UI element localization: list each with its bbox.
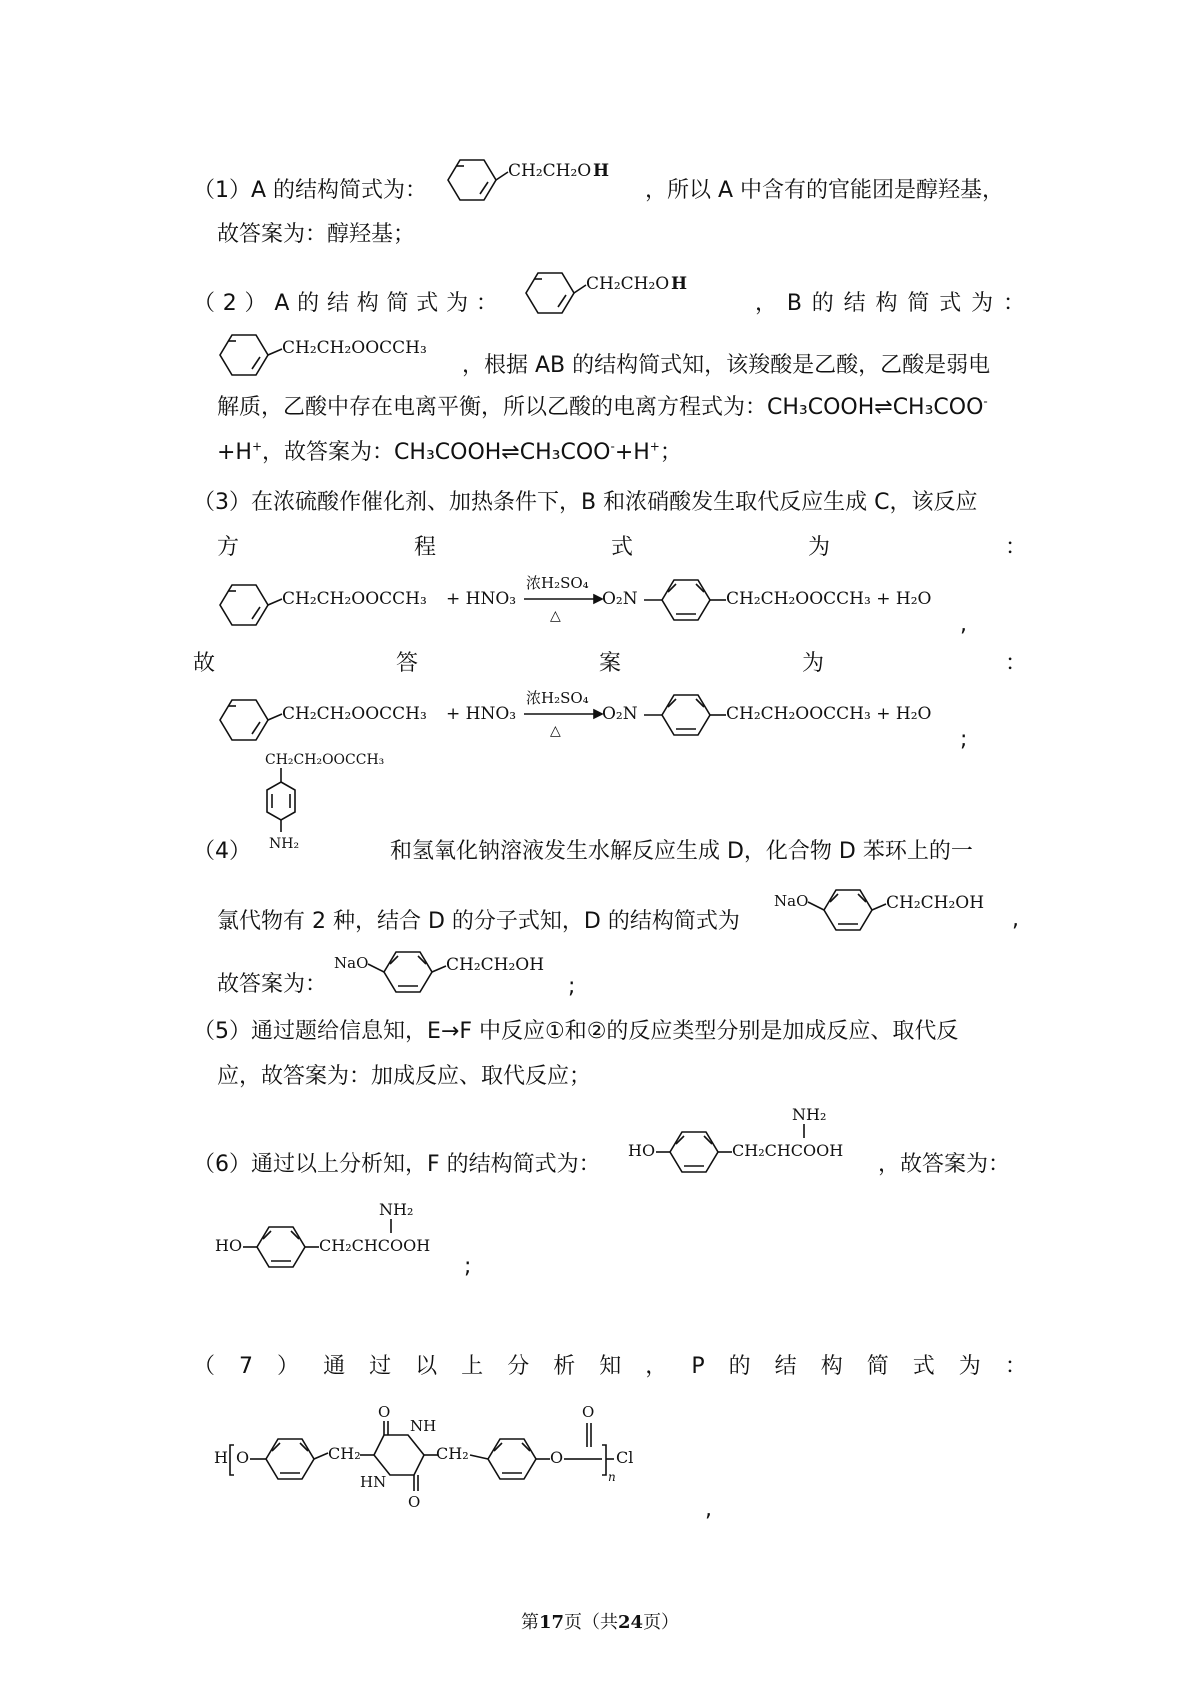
svg-text:CH₂CH₂OOCCH₃ + H₂O: CH₂CH₂OOCCH₃ + H₂O — [726, 704, 932, 724]
benzene-ring — [448, 160, 496, 200]
svg-text:O: O — [550, 1448, 564, 1467]
page-total: 24 — [618, 1612, 644, 1633]
svg-text:浓H₂SO₄: 浓H₂SO₄ — [526, 689, 589, 707]
s6-line1-end: ，故答案为： — [878, 1152, 1011, 1177]
svg-text:△: △ — [550, 723, 561, 739]
structure-F-1 — [628, 1100, 888, 1180]
svg-text:n: n — [608, 1470, 616, 1484]
svg-text:CH₂CH₂OOCCH₃: CH₂CH₂OOCCH₃ — [282, 589, 427, 609]
svg-text:O₂N: O₂N — [602, 589, 638, 609]
svg-text:+ HNO₃: + HNO₃ — [446, 704, 517, 724]
s1-line1-start: （1）A 的结构简式为： — [193, 178, 428, 203]
structure-F-2 — [215, 1195, 475, 1275]
svg-text:CH₂CH₂OH: CH₂CH₂OH — [446, 955, 545, 975]
structure-B — [210, 325, 470, 385]
s2-line1-right: ， B 的 结 构 简 式 为 ： — [755, 291, 1025, 316]
svg-text:HN: HN — [360, 1473, 387, 1491]
svg-text:NH₂: NH₂ — [792, 1105, 827, 1124]
chem-h: H — [593, 161, 610, 181]
s4-num: （4） — [193, 839, 251, 864]
s1-line2: 故答案为：醇羟基； — [217, 222, 416, 247]
s5-line2: 应，故答案为：加成反应、取代反应； — [217, 1064, 592, 1089]
structure-D-2 — [332, 942, 572, 1002]
reaction-equation-2 — [210, 685, 970, 755]
s4-line3: 故答案为： — [217, 972, 328, 997]
svg-text:CH₂CHCOOH: CH₂CHCOOH — [732, 1141, 844, 1160]
s2-line4: +H+，故答案为：CH₃COOH⇌CH₃COO-+H+； — [217, 439, 682, 465]
structure-A-1 — [430, 150, 630, 210]
svg-text:CH₂CH₂OOCCH₃: CH₂CH₂OOCCH₃ — [282, 338, 427, 358]
svg-text:CH₂CH₂OOCCH₃ + H₂O: CH₂CH₂OOCCH₃ + H₂O — [726, 589, 932, 609]
s1-line1-end: ，所以 A 中含有的官能团是醇羟基， — [645, 178, 1005, 203]
svg-text:△: △ — [550, 608, 561, 624]
s2-line3: 解质，乙酸中存在电离平衡，所以乙酸的电离方程式为：CH₃COOH⇌CH₃COO- — [217, 394, 988, 420]
svg-text:O₂N: O₂N — [602, 704, 638, 724]
svg-text:O: O — [582, 1403, 595, 1421]
s2-line2: ，根据 AB 的结构简式知，该羧酸是乙酸，乙酸是弱电 — [462, 353, 991, 378]
s4-comma: , — [1012, 907, 1019, 932]
structure-D-1 — [772, 880, 1012, 940]
svg-text:浓H₂SO₄: 浓H₂SO₄ — [526, 574, 589, 592]
s3-comma: , — [960, 612, 967, 637]
svg-text:NH₂: NH₂ — [269, 836, 300, 852]
s3-line1: （3）在浓硫酸作催化剂、加热条件下，B 和浓硝酸发生取代反应生成 C，该反应 — [193, 490, 978, 515]
reaction-equation-1 — [210, 570, 970, 640]
svg-text:HO: HO — [628, 1141, 656, 1160]
page-footer: 第17页（共24页） — [520, 1612, 680, 1633]
s7-comma: , — [705, 1497, 712, 1522]
structure-A-2 — [508, 263, 708, 323]
svg-text:O: O — [378, 1403, 391, 1421]
s6-semi: ; — [464, 1254, 472, 1279]
svg-text:CH₂CH₂OOCCH₃: CH₂CH₂OOCCH₃ — [282, 704, 427, 724]
s3-line4: 故 答 案 为 ： — [193, 651, 1027, 676]
svg-text:H: H — [214, 1448, 228, 1467]
s4-line2: 氯代物有 2 种，结合 D 的分子式知，D 的结构简式为 — [217, 909, 740, 934]
svg-text:NaO: NaO — [774, 892, 809, 910]
svg-text:O: O — [408, 1493, 421, 1511]
s4-line1: 和氢氧化钠溶液发生水解反应生成 D，化合物 D 苯环上的一 — [390, 839, 973, 864]
svg-text:Cl: Cl — [616, 1448, 634, 1467]
s6-line1: （6）通过以上分析知，F 的结构简式为： — [193, 1152, 601, 1177]
svg-text:CH₂: CH₂ — [328, 1444, 361, 1463]
svg-text:CH₂CH₂OH: CH₂CH₂OH — [886, 893, 985, 913]
svg-text:HO: HO — [215, 1236, 243, 1255]
s3-line2: 方 程 式 为 ： — [217, 535, 1027, 560]
s2-line1-left: （ 2 ） A 的 结 构 简 式 为 ： — [193, 291, 498, 316]
s7-line1: （ 7 ） 通 过 以 上 分 析 知 ， P 的 结 构 简 式 为 ： — [193, 1354, 1027, 1379]
svg-text:+ HNO₃: + HNO₃ — [446, 589, 517, 609]
svg-text:CH₂CH₂O: CH₂CH₂O — [586, 274, 670, 294]
s4-semi: ; — [568, 974, 576, 999]
chem-ch2ch2o: CH₂CH₂O — [508, 161, 592, 181]
s3-semi: ; — [960, 727, 968, 752]
s5-line1: （5）通过题给信息知，E→F 中反应①和②的反应类型分别是加成反应、取代反 — [193, 1019, 959, 1044]
page-number: 17 — [538, 1612, 564, 1633]
svg-text:O: O — [236, 1448, 250, 1467]
svg-text:CH₂CHCOOH: CH₂CHCOOH — [319, 1236, 431, 1255]
svg-text:NaO: NaO — [334, 954, 369, 972]
structure-P — [210, 1395, 750, 1535]
svg-text:CH₂CH₂OOCCH₃: CH₂CH₂OOCCH₃ — [265, 752, 385, 768]
svg-text:CH₂: CH₂ — [436, 1444, 469, 1463]
svg-text:NH: NH — [410, 1417, 437, 1435]
svg-text:NH₂: NH₂ — [379, 1200, 414, 1219]
svg-text:H: H — [671, 274, 688, 294]
